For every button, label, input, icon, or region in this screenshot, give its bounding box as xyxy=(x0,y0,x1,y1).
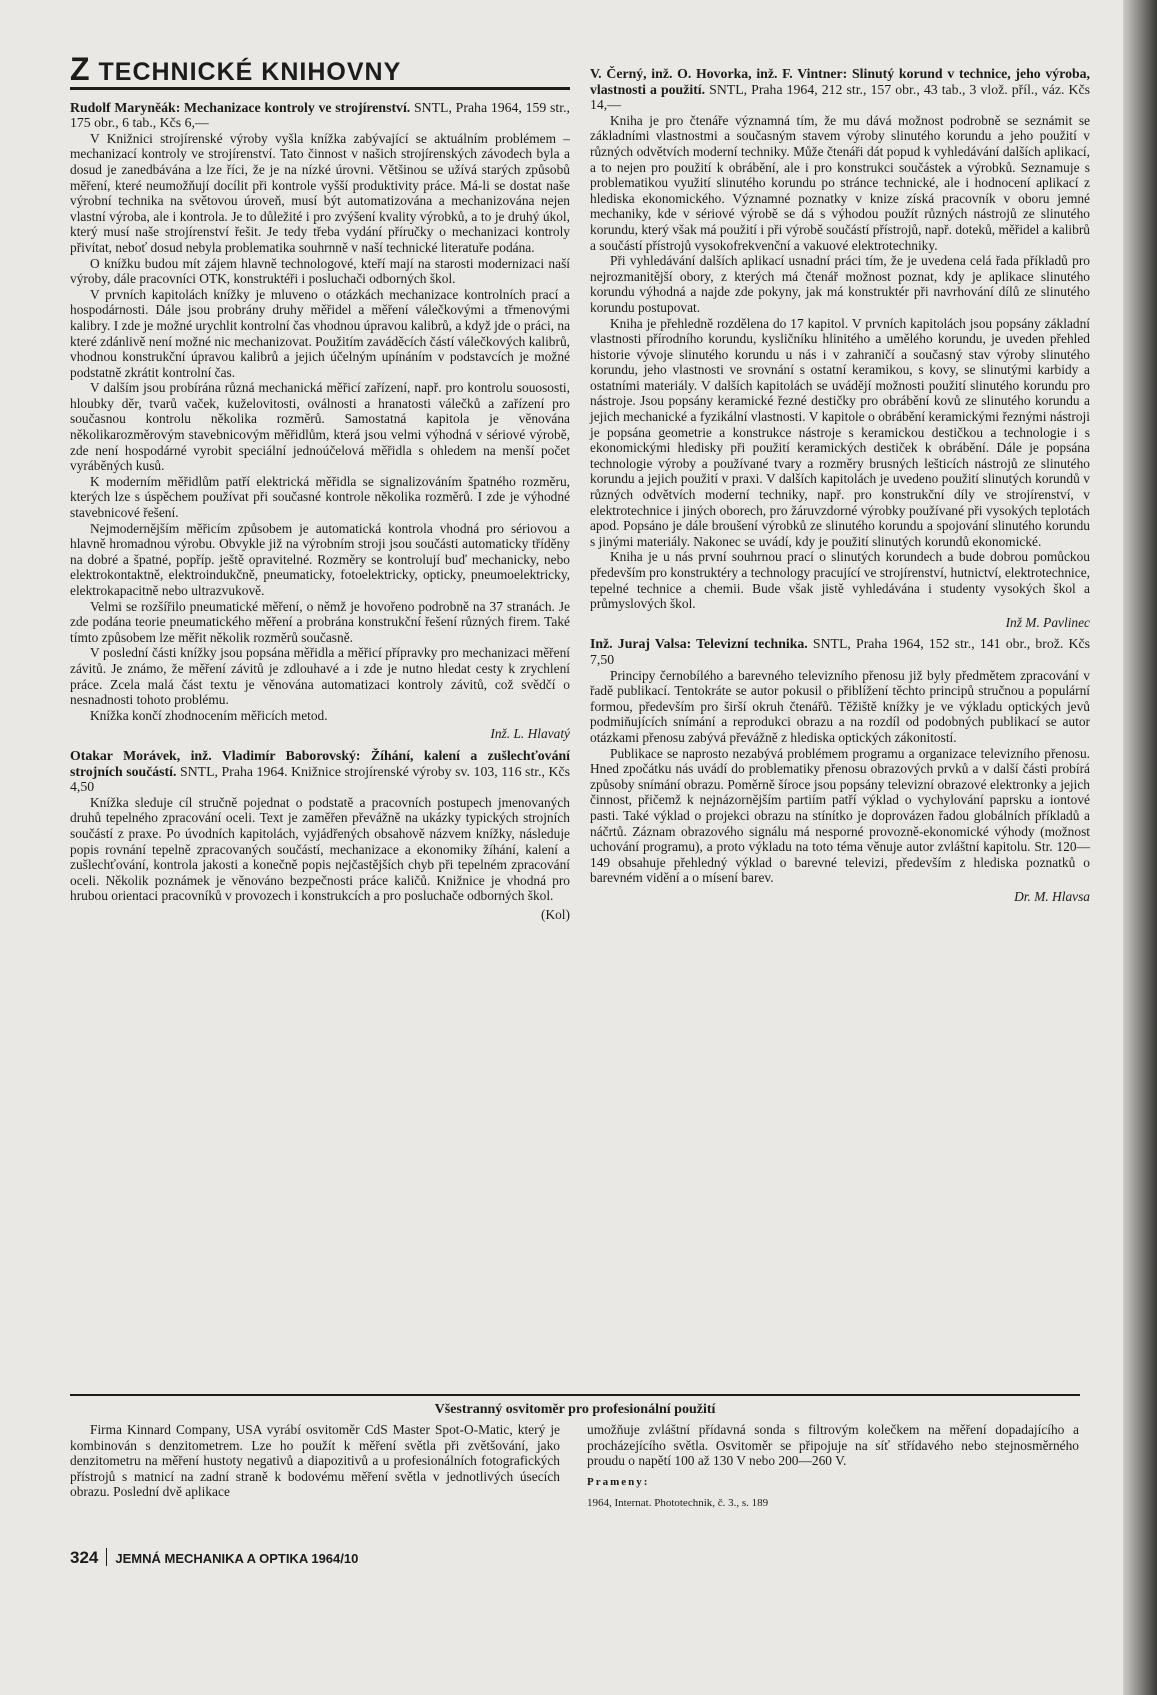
box-title: Všestranný osvitoměr pro profesionální použití xyxy=(434,1402,716,1417)
review-2-publisher: SNTL, Praha 1964. Knižnice strojírenské výroby sv. 103, 116 str., Kčs 4,50 xyxy=(70,763,571,795)
review-1-paragraph: V prvních kapitolách knížky je mluveno o otázkách mechanizace kontrolních prací a hospodárnosti. Dále jsou probrány druhy měřidel a měření válečkovými a třmenovými kalibry. I zde je možné urychlit kontrolní čas vhodnou úpravou kalibrů, a když jde o práci, na které zdánlivě není možné nic mechanizovat. Použitím zaváděcích částí válečkových kalibrů, vhodnou konstrukční úpravou kalibrů a jejich účelným upínáním v podstavcích je možné podstatně zkrátit kontrolní čas. xyxy=(70,286,571,380)
review-1-paragraph: V Knižnici strojírenské výroby vyšla knížka zabývající se aktuálním problémem – mechanizací kontroly ve strojírenství. Tato činnost v našich strojírenských závodech byla a dosud je zanedbávána a lze říci, že je na nízké úrovni. Většinou se užívá starých způsobů měření, které neumožňují docílit při kontrole vyšší produktivity práce. Má-li se dostat naše výrobní technika na světovou úroveň, musí být automatizována a mechanizována nejen vlastní výroba, ale i kontrola. Je to důležité i pro zvýšení kvality výrobků, a to je druhý úkol, který musí naše strojírenství řešit. Je tedy třeba vydání příručky o mechanizaci kontroly přivítat, neboť dosud nebyla problematika souhrnně v naší technické literatuře podána. xyxy=(70,130,570,255)
review-1-paragraph: V dalším jsou probírána různá mechanická měřicí zařízení, např. pro kontrolu souososti, hloubky děr, tvarů vaček, kuželovitosti, oválnosti a hranatosti válečků a zařízení pro současnou kontrolu několika rozměrů. Samostatná kapitola je věnována několikarozměrovým stavebnicovým měřidlům, která jsou velmi výhodná v sériové výrobě, zde není hospodárné vyrobit speciální jednoúčelová měřidla s ohledem na menší počet vyráběných kusů. xyxy=(70,380,570,474)
heading-rule xyxy=(70,87,570,90)
heading-letter: Z xyxy=(70,51,91,87)
review-1-paragraph: K moderním měřidlům patří elektrická měřidla se signalizováním špatného rozměru, kterých lze s úspěchem používat při současné kontrole několika rozměrů. I zde je výhodné stavebnicové řešení. xyxy=(70,473,570,521)
right-column xyxy=(590,66,1090,910)
journal-name: JEMNÁ MECHANIKA A OPTIKA 1964/10 xyxy=(115,1551,359,1566)
page-footer xyxy=(70,1548,670,1568)
review-4-author-title: Inž. Juraj Valsa: Televizní technika. xyxy=(590,636,808,652)
review-3-paragraph: Kniha je pro čtenáře významná tím, že mu dává možnost podrobně se seznámit se základními vlastnostmi a současným stavem výroby slinutého korundu a jeho použití v různých odvětvích moderní techniky. Může čtenáři dát popud k vyhledávání dalších aplikací, a to nejen pro použití k obrábění, ale i pro konstrukci součástek a výrobků. Seznamuje s problematikou využití slinutého korundu po stránce technické, ale i hodnocení aplikací z hlediska ekonomického. Významné poznatky v knize získá pracovník v oboru jemné mechaniky, kde v sériové výrobě se dá s výhodou použít různých nástrojů ze slinutého korundu, který však má použití i při výrobě součástí přístrojů, např. doteků, měřidel a kalibrů a součástí přístrojů vysokofrekvenční a vakuové elektrotechniky. xyxy=(590,112,1090,253)
review-3-paragraph: Kniha je u nás první souhrnou prací o slinutých korundech a bude dobrou pomůckou především pro konstruktéry a technology pracující ve strojírenství, hutnictví, elektrotechnice, tepelné technice a chemii. Bude však jistě vyhledávána i studenty vysokých škol a průmyslových škol. xyxy=(590,549,1090,612)
review-1-signature: Inž. L. Hlavatý xyxy=(490,726,570,742)
review-3-author-title: V. Černý, inž. O. Hovorka, inž. F. Vintner: Slinutý korund v technice, jeho výroba, vlastnosti a použití. xyxy=(590,66,1090,97)
review-2-author-title: Otakar Morávek, inž. Vladimír Baborovský: Žíhání, kalení a zušlechťování strojních součástí. xyxy=(70,747,570,779)
source-reference: 1964, Internat. Phototechnik, č. 3., s. 189 xyxy=(587,1497,769,1510)
box-right-text: umožňuje zvláštní přídavná sonda s filtrovým kolečkem na měření dopadajícího a procházejícího světla. Osvitoměr se připojuje na síť střídavého nebo stejnosměrného proudu o napětí 100 až 130 V nebo 200—260 V. xyxy=(587,1422,1079,1469)
review-1-paragraph: Knížka končí zhodnocením měřicích metod. xyxy=(90,707,328,723)
review-3-publisher: SNTL, Praha 1964, 212 str., 157 obr., 43 tab., 3 vlož. příl., váz. Kčs 14,— xyxy=(590,81,1091,113)
review-4-signature: Dr. M. Hlavsa xyxy=(1014,888,1090,904)
review-4-paragraph: Principy černobílého a barevného televizního přenosu již byly předmětem zpracování v řadě publikací. Tentokráte se autor pokusil o přiblížení těchto principů stručnou a populární formou, především pro širší okruh čtenářů. Těžiště knížky je ve výkladu optických jevů podmiňujících snímání a reprodukci obrazu a na rozdíl od podobných publikací se autor otázkami přenosu zabývá převážně z hlediska optických zákonitostí. xyxy=(590,667,1090,745)
review-4-paragraph: Publikace se naprosto nezabývá problémem programu a organizace televizního přenosu. Hned zpočátku nás uvádí do problematiky přenosu obrazových prvků a v další části probírá způsoby snímání obrazu. Poměrně šíroce jsou popsány televizní obrazové elektronky a jejich činnost, přičemž k nejnázornějším partiím patří výklad o vychylování paprsku a iontové pasti. Také výklad o projekci obrazu na stínítko je doprovázen řadou globálních příkladů a náčrtů. Záznam obrazového signálu má nesporné provozně-ekonomické výhody (možnost uchování programu), a proto výkladu na toto téma věnuje autor zvláštní kapitolu. Str. 120—149 obsahuje přehledný výklad o barevné televizi, především z hlediska poznatků o barevném vidění a o mísení barev. xyxy=(590,745,1090,886)
box-left-text: Firma Kinnard Company, USA vyrábí osvitoměr CdS Master Spot-O-Matic, který je kombinován s denzitometrem. Lze ho použít k měření světla při zvětšování, jako denzitometru na měření hustoty negativů a diapozitivů a u profesionálních fotografických přístrojů s matnicí na zadní straně k bodovému měření světla v jednotlivých úsecích obrazu. Poslední dvě aplikace xyxy=(70,1422,560,1500)
heading-title: TECHNICKÉ KNIHOVNY xyxy=(98,58,402,86)
review-4-bibliography xyxy=(590,636,1090,667)
review-3-bibliography xyxy=(590,66,1090,113)
review-1-paragraph: Velmi se rozšířilo pneumatické měření, o němž je hovořeno podrobně na 37 stranách. Je zde podána teorie pneumatického měření a probrána konstrukční řešení různých firem. Také tímto způsobem lze měřit několik rozměrů současně. xyxy=(70,598,570,645)
footer-separator xyxy=(106,1548,107,1566)
section-heading xyxy=(70,51,570,87)
review-1-publisher: SNTL, Praha 1964, 159 str., 175 obr., 6 tab., Kčs 6,— xyxy=(70,99,570,131)
review-1-author-title: Rudolf Maryněák: Mechanizace kontroly ve strojírenství. xyxy=(70,99,411,115)
box-divider xyxy=(70,1394,1080,1396)
sources-label: Prameny: xyxy=(587,1475,650,1488)
left-column xyxy=(70,51,571,928)
review-1-paragraph: Nejmodernějším měřicím způsobem je automatická kontrola vhodná pro sériovou a hlavně hromadnou výrobu. Obvykle již na výrobním stroji jsou součásti automaticky tříděny na dobré a špatné, popříp. ještě opravitelné. Rozměry se kontrolují buď mechanicky, nebo elektrokontaktně, elektroindukčně, pneumaticky, fotoelektricky, opticky, pneumoelektricky, elektrokapacitně nebo ultrazvukově. xyxy=(70,520,570,598)
review-3-paragraph: Při vyhledávání dalších aplikací usnadní práci tím, že je uvedena celá řada příkladů pro nejrozmanitější obory, z kterých má čtenář možnost poznat, kdy je aplikace slinutého korundu výhodná a najde zde pokyny, jak má konstruktér při navrhování dílů ze slinutého korundu postupovat. xyxy=(590,253,1090,315)
review-1-bibliography xyxy=(70,100,570,131)
review-1-paragraph: V poslední části knížky jsou popsána měřidla a měřicí přípravky pro mechanizaci měření závitů. Je známo, že měření závitů je zdlouhavé a i zde je nutno hledat cesty k zrychlení práce. Zcela malá část textu je věnována automatizaci kontroly závitů, což svědčí o nesnadnosti tohoto problému. xyxy=(70,645,570,708)
box-left-text-column xyxy=(70,1422,560,1500)
box-right-text-column xyxy=(587,1422,1079,1512)
review-3-paragraph: Kniha je přehledně rozdělena do 17 kapitol. V prvních kapitolách jsou popsány základní vlastnosti přírodního korundu, kysličníku hlinitého a umělého korundu, je uveden přehled historie vývoje slinutého korundu u nás i v zahraničí a současný stav výroby slinutého korundu, jeho vlastnosti ve srovnání s ostatní keramikou, s kovy, se slinutými karbidy a ostatními materiály. V dalších kapitolách se uvádějí možnosti použití slinutého korundu pro nástroje. Jsou popsány keramické řezné destičky pro obrábění kovů ze slinutého korundu a jejich mechanické a fyzikální vlastnosti. V kapitole o obrábění keramickými řeznými nástroji je popsána geometrie a konstrukce nástroje s keramickou destičkou a technologie i s ekonomickými hledisky při použití keramických destiček k obrábění. Dále je popsána technologie výroby a používané tvary a rozměry brusných lešticích nástrojů ze slinutého korundu a jejich použití v praxi. V dalších kapitolách je uvedeno použití slinutých korundů v různých odvětvích moderní techniky, např. pro konstrukční díly ve strojírenství, v elektrotechnice i jiných oborech, pro žáruvzdorné výrobky používané při vysokých teplotách apod. Popsáno je dále broušení výrobků ze slinutého korundu a spojování slinutého korundu s jinými materiály. Nakonec se uvádí, kdy je použití slinutých korundů ekonomické. xyxy=(590,315,1090,549)
review-1-paragraph: O knížku budou mít zájem hlavně technologové, kteří mají na starosti modernizaci naší výroby, dále pracovníci OTK, konstruktéři i posluchači odborných škol. xyxy=(70,255,570,287)
review-4-publisher: SNTL, Praha 1964, 152 str., 141 obr., brož. Kčs 7,50 xyxy=(590,636,1091,667)
binding-shadow xyxy=(1123,0,1157,1695)
review-2-signature: (Kol) xyxy=(540,906,570,922)
review-2-paragraph: Knížka sleduje cíl stručně pojednat o podstatě a pracovních postupech jmenovaných druhů tepelného zpracování oceli. Text je zaměřen převážně na ukázky typických strojních součástí z praxe. Po úvodních kapitolách, vyjádřených obsahově názvem knížky, následuje popis rovnání tepelně zpracovaných součástí, mechanizace a ekonomiky žíhání, kalení a zušlechťování, kontrola jakosti a konečně popis nejčastějších chyb při tepelném zpracování oceli. Několik poznámek je věnováno bezpečnosti práce kaličů. Knižnice je vhodná pro hrubou orientaci pracovníků v provozech i konstrukcích a pro posluchače odborných škol. xyxy=(70,794,570,904)
review-2-bibliography xyxy=(70,748,570,795)
page-number: 324 xyxy=(70,1548,99,1567)
review-3-signature: Inž M. Pavlinec xyxy=(1005,614,1090,630)
